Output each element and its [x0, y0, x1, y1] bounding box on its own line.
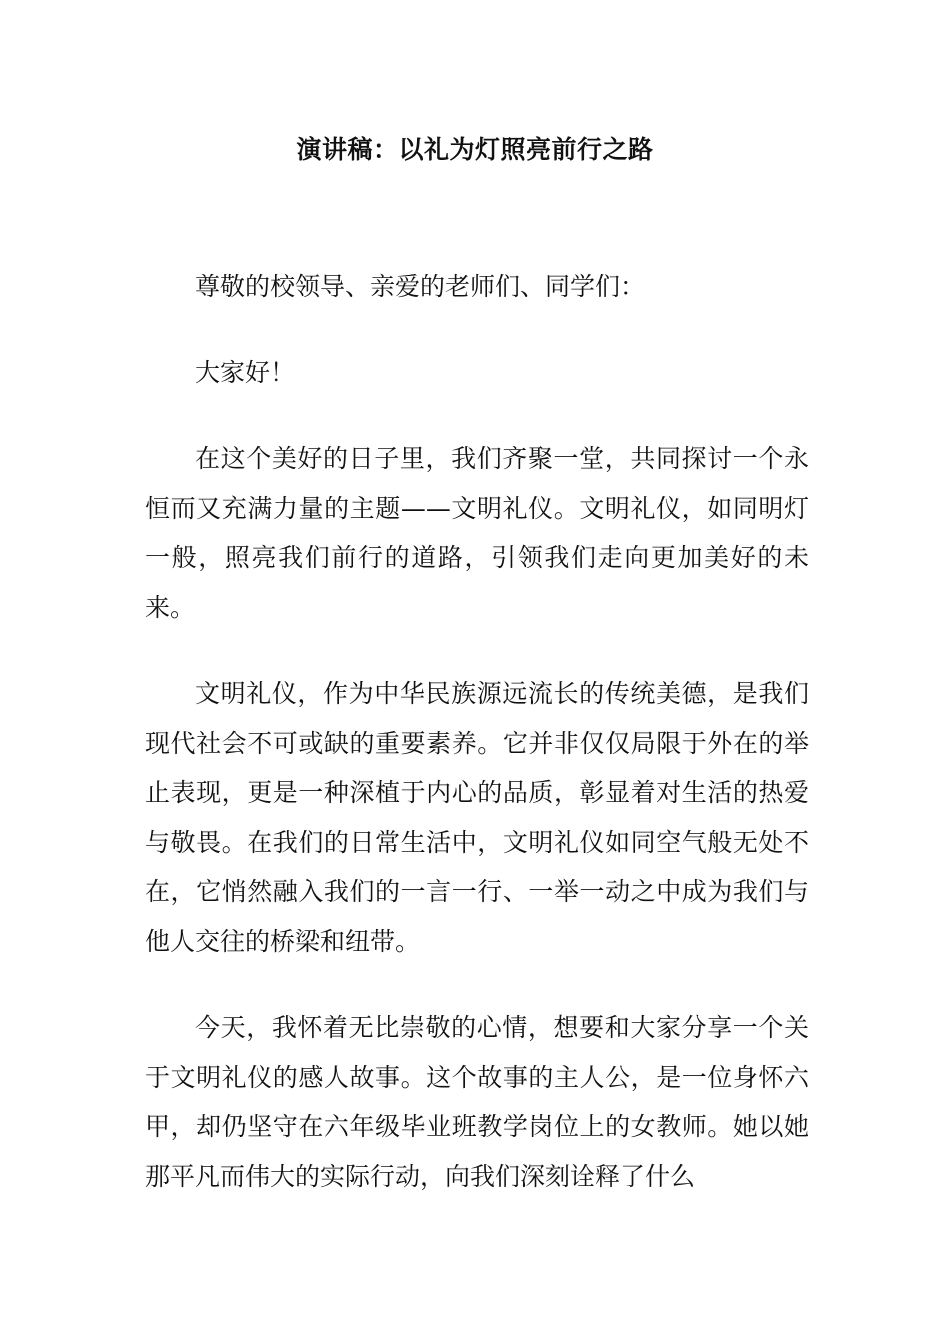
hello-paragraph: 大家好！: [195, 358, 296, 387]
document-title: 演讲稿：以礼为灯照亮前行之路: [296, 135, 654, 164]
greeting-paragraph: 尊敬的校领导、亲爱的老师们、同学们：: [195, 272, 646, 301]
body-paragraph: 文明礼仪，作为中华民族源远流长的传统美德，是我们现代社会不可或缺的重要素养。它并非仅仅局限于外在的举止表现，更是一种深植于内心的品质，彰显着对生活的热爱与敬畏。在我们的日常生活中，文明礼仪如同空气般无处不在，它悄然融入我们的一言一行、一举一动之中成为我们与他人交往的桥梁和纽带。: [145, 679, 809, 956]
body-paragraph: 今天，我怀着无比崇敬的心情，想要和大家分享一个关于文明礼仪的感人故事。这个故事的主人公，是一位身怀六甲，却仍坚守在六年级毕业班教学岗位上的女教师。她以她那平凡而伟大的实际行动，向我们深刻诠释了什么: [145, 1013, 809, 1191]
body-paragraph: 在这个美好的日子里，我们齐聚一堂，共同探讨一个永恒而又充满力量的主题——文明礼仪。文明礼仪，如同明灯一般，照亮我们前行的道路，引领我们走向更加美好的未来。: [145, 444, 809, 622]
